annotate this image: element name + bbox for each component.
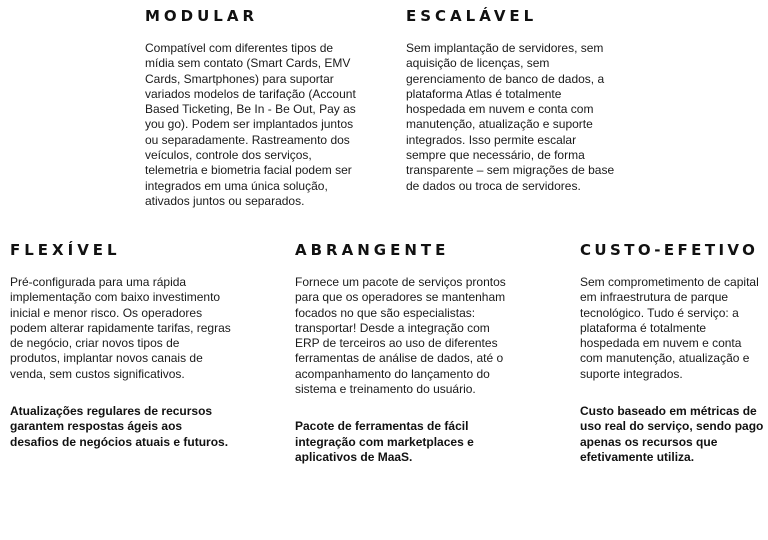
feature-custo-efetivo [580,241,766,465]
feature-highlight: Atualizações regulares de recursos garantem respostas ágeis aos desafios de negócios atuais e futuros. [10,404,229,449]
feature-title: ESCALÁVEL [406,7,538,25]
feature-description: Sem implantação de servidores, sem aquisição de licenças, sem gerenciamento de banco de dados, a plataforma Atlas é totalmente hospedada em nuvem e conta com manutenção, atualização e suporte integrados. Isso permite escalar sempre que necessário, de forma transparente – sem migrações de base de dados ou troca de servidores. [406,41,615,193]
feature-escalavel [406,7,616,194]
feature-highlight: Pacote de ferramentas de fácil integração com marketplaces e aplicativos de MaaS. [295,419,474,464]
feature-description: Pré-configurada para uma rápida implementação com baixo investimento inicial e menor risco. Os operadores podem alterar rapidamente tarifas, regras de negócio, criar novos tipos de produtos, implantar novos canais de venda, sem custos significativos. [10,275,231,381]
feature-description: Compatível com diferentes tipos de mídia sem contato (Smart Cards, EMV Cards, Smartphones) para suportar variados modelos de tarifação (Account Based Ticketing, Be In - Be Out, Pay as you go). Podem ser implantados juntos ou separadamente. Rastreamento dos veículos, controle dos serviços, telemetria e biometria facial podem ser integrados em uma única solução, ativados juntos ou separados. [145,41,356,208]
feature-flexivel [10,241,232,450]
feature-title: ABRANGENTE [295,241,450,259]
feature-title: FLEXÍVEL [10,241,121,259]
feature-modular [145,7,357,209]
feature-title: CUSTO-EFETIVO [580,241,759,259]
feature-description: Sem comprometimento de capital em infraestrutura de parque tecnológico. Tudo é serviço: a plataforma é totalmente hospedada em nuvem e conta com manutenção, atualização e suporte integrados. [580,275,759,381]
feature-description: Fornece um pacote de serviços prontos para que os operadores se mantenham focados no que são especialistas: transportar! Desde a integração com ERP de terceiros ao uso de diferentes ferramentas de análise de dados, até o acompanhamento do lançamento do sistema e treinamento do usuário. [295,275,506,397]
feature-highlight: Custo baseado em métricas de uso real do serviço, sendo pago apenas os recursos que efetivamente utiliza. [580,404,764,464]
feature-abrangente [295,241,507,465]
feature-title: MODULAR [145,7,259,25]
